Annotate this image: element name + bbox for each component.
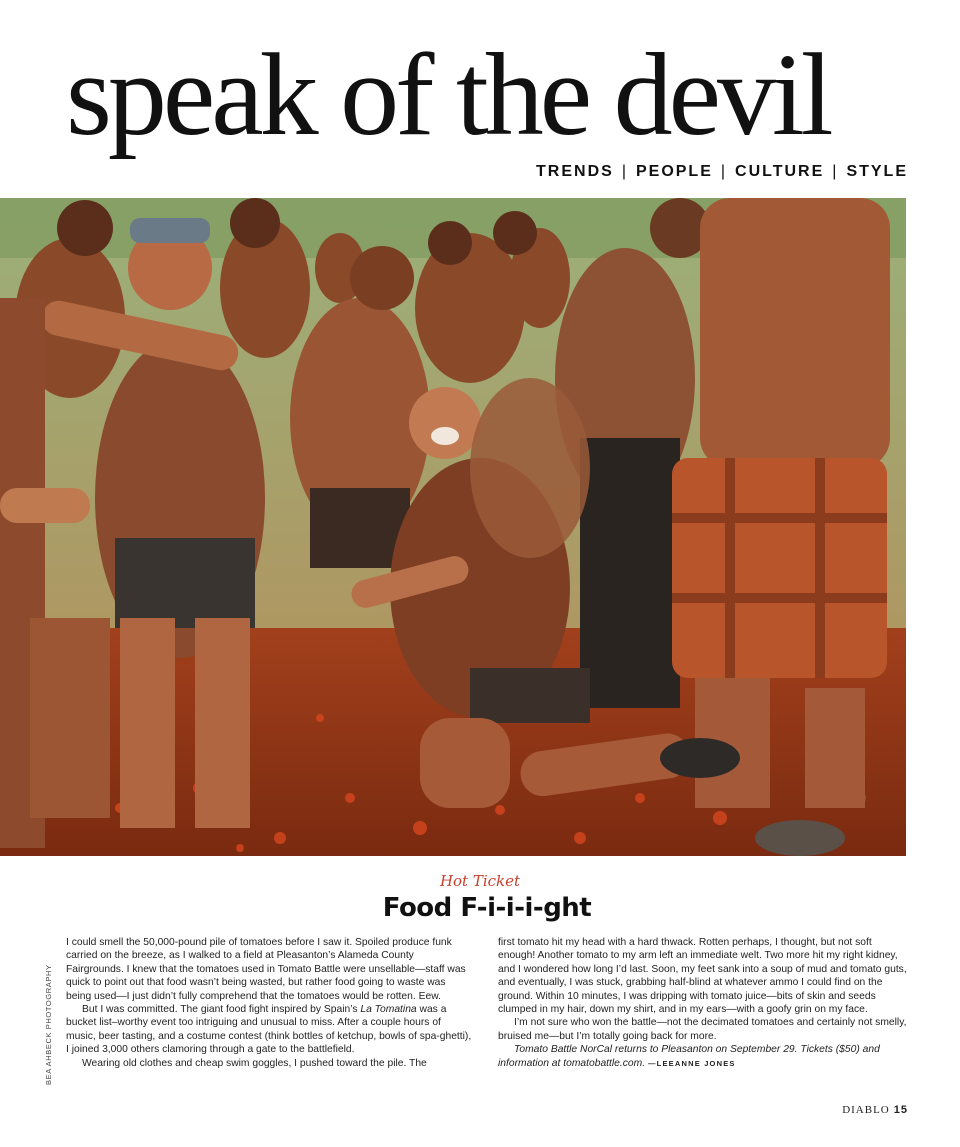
article-paragraph: I could smell the 50,000-pound pile of tomatoes before I saw it. Spoiled produce funk carried on the breeze, as I walked to a field at Pleasanton’s Alameda County Fairgrounds. I knew that the tomatoes used in Tomato Battle were unsellable—staff was quick to point out that food wasn’t being wasted, but rather food going to waste was being used—I just didn’t fully comprehend that the tomatoes would be rotten. Eew. [66,937,466,1002]
paragraph-text: But I was committed. The giant food fight inspired by Spain’s [82,1004,361,1016]
tagline-text: Tomato Battle NorCal returns to Pleasanton on September 29. Tickets ($50) and information at tomatobattle.com. [498,1044,880,1069]
tomato-fight-photo [0,198,906,856]
paragraph-text: was a bucket list–worthy event too intriguing and unusual to miss. After a couple hours of music, beer tasting, and a costume contest (think bottles of ketchup, bowls of spa-ghetti), I joined 3,000 others clamoring through a gate to the battlefield. [66,1004,472,1056]
magazine-name: DIABLO [842,1104,890,1116]
article-tagline [498,1043,908,1070]
section-separator: | [621,163,628,180]
article-kicker: Hot Ticket [439,872,521,890]
article-paragraph: I’m not sure who won the battle—not the decimated tomatoes and certainly not smelly, bruised me—but I’m totally going back for more. [498,1017,907,1042]
section-separator: | [720,163,728,180]
article-headline: Food F-i-i-i-ght [382,893,592,923]
article-column-right [498,936,908,1070]
paragraph-italic-text: La Tomatina [360,1004,417,1016]
article-paragraph [66,1003,472,1057]
section-style: STYLE [846,163,908,180]
article-column-left [66,936,472,1070]
photo-credit: BEA AHBECK PHOTOGRAPHY [44,964,53,1085]
section-people: PEOPLE [635,163,713,180]
photo-illustration [0,198,906,856]
masthead-title: speak of the devil [66,29,830,160]
section-trends: TRENDS [536,163,614,180]
byline: —LEEANNE JONES [647,1058,736,1068]
page-folio [842,1104,908,1116]
article-paragraph: Wearing old clothes and cheap swim goggles, I pushed toward the pile. The [82,1057,427,1069]
article-paragraph: first tomato hit my head with a hard thwack. Rotten perhaps, I thought, but not soft enough! Another tomato to my arm left an immediate welt. Two more hit my right kidney, and I wondered how long I’d last. Soon, my feet sank into a soup of mud and tomato guts, and eventually, I was stuck, grabbing half-blind at whatever ammo I could find on the ground. Within 10 minutes, I was dripping with tomato juice—bits of skin and seeds clumped in my hair, down my shirt, and in my ears—with a goofy grin on my face. [498,937,907,1016]
section-culture: CULTURE [735,163,825,180]
page-number: 15 [893,1104,908,1116]
section-nav [536,163,908,181]
section-separator: | [832,163,839,180]
